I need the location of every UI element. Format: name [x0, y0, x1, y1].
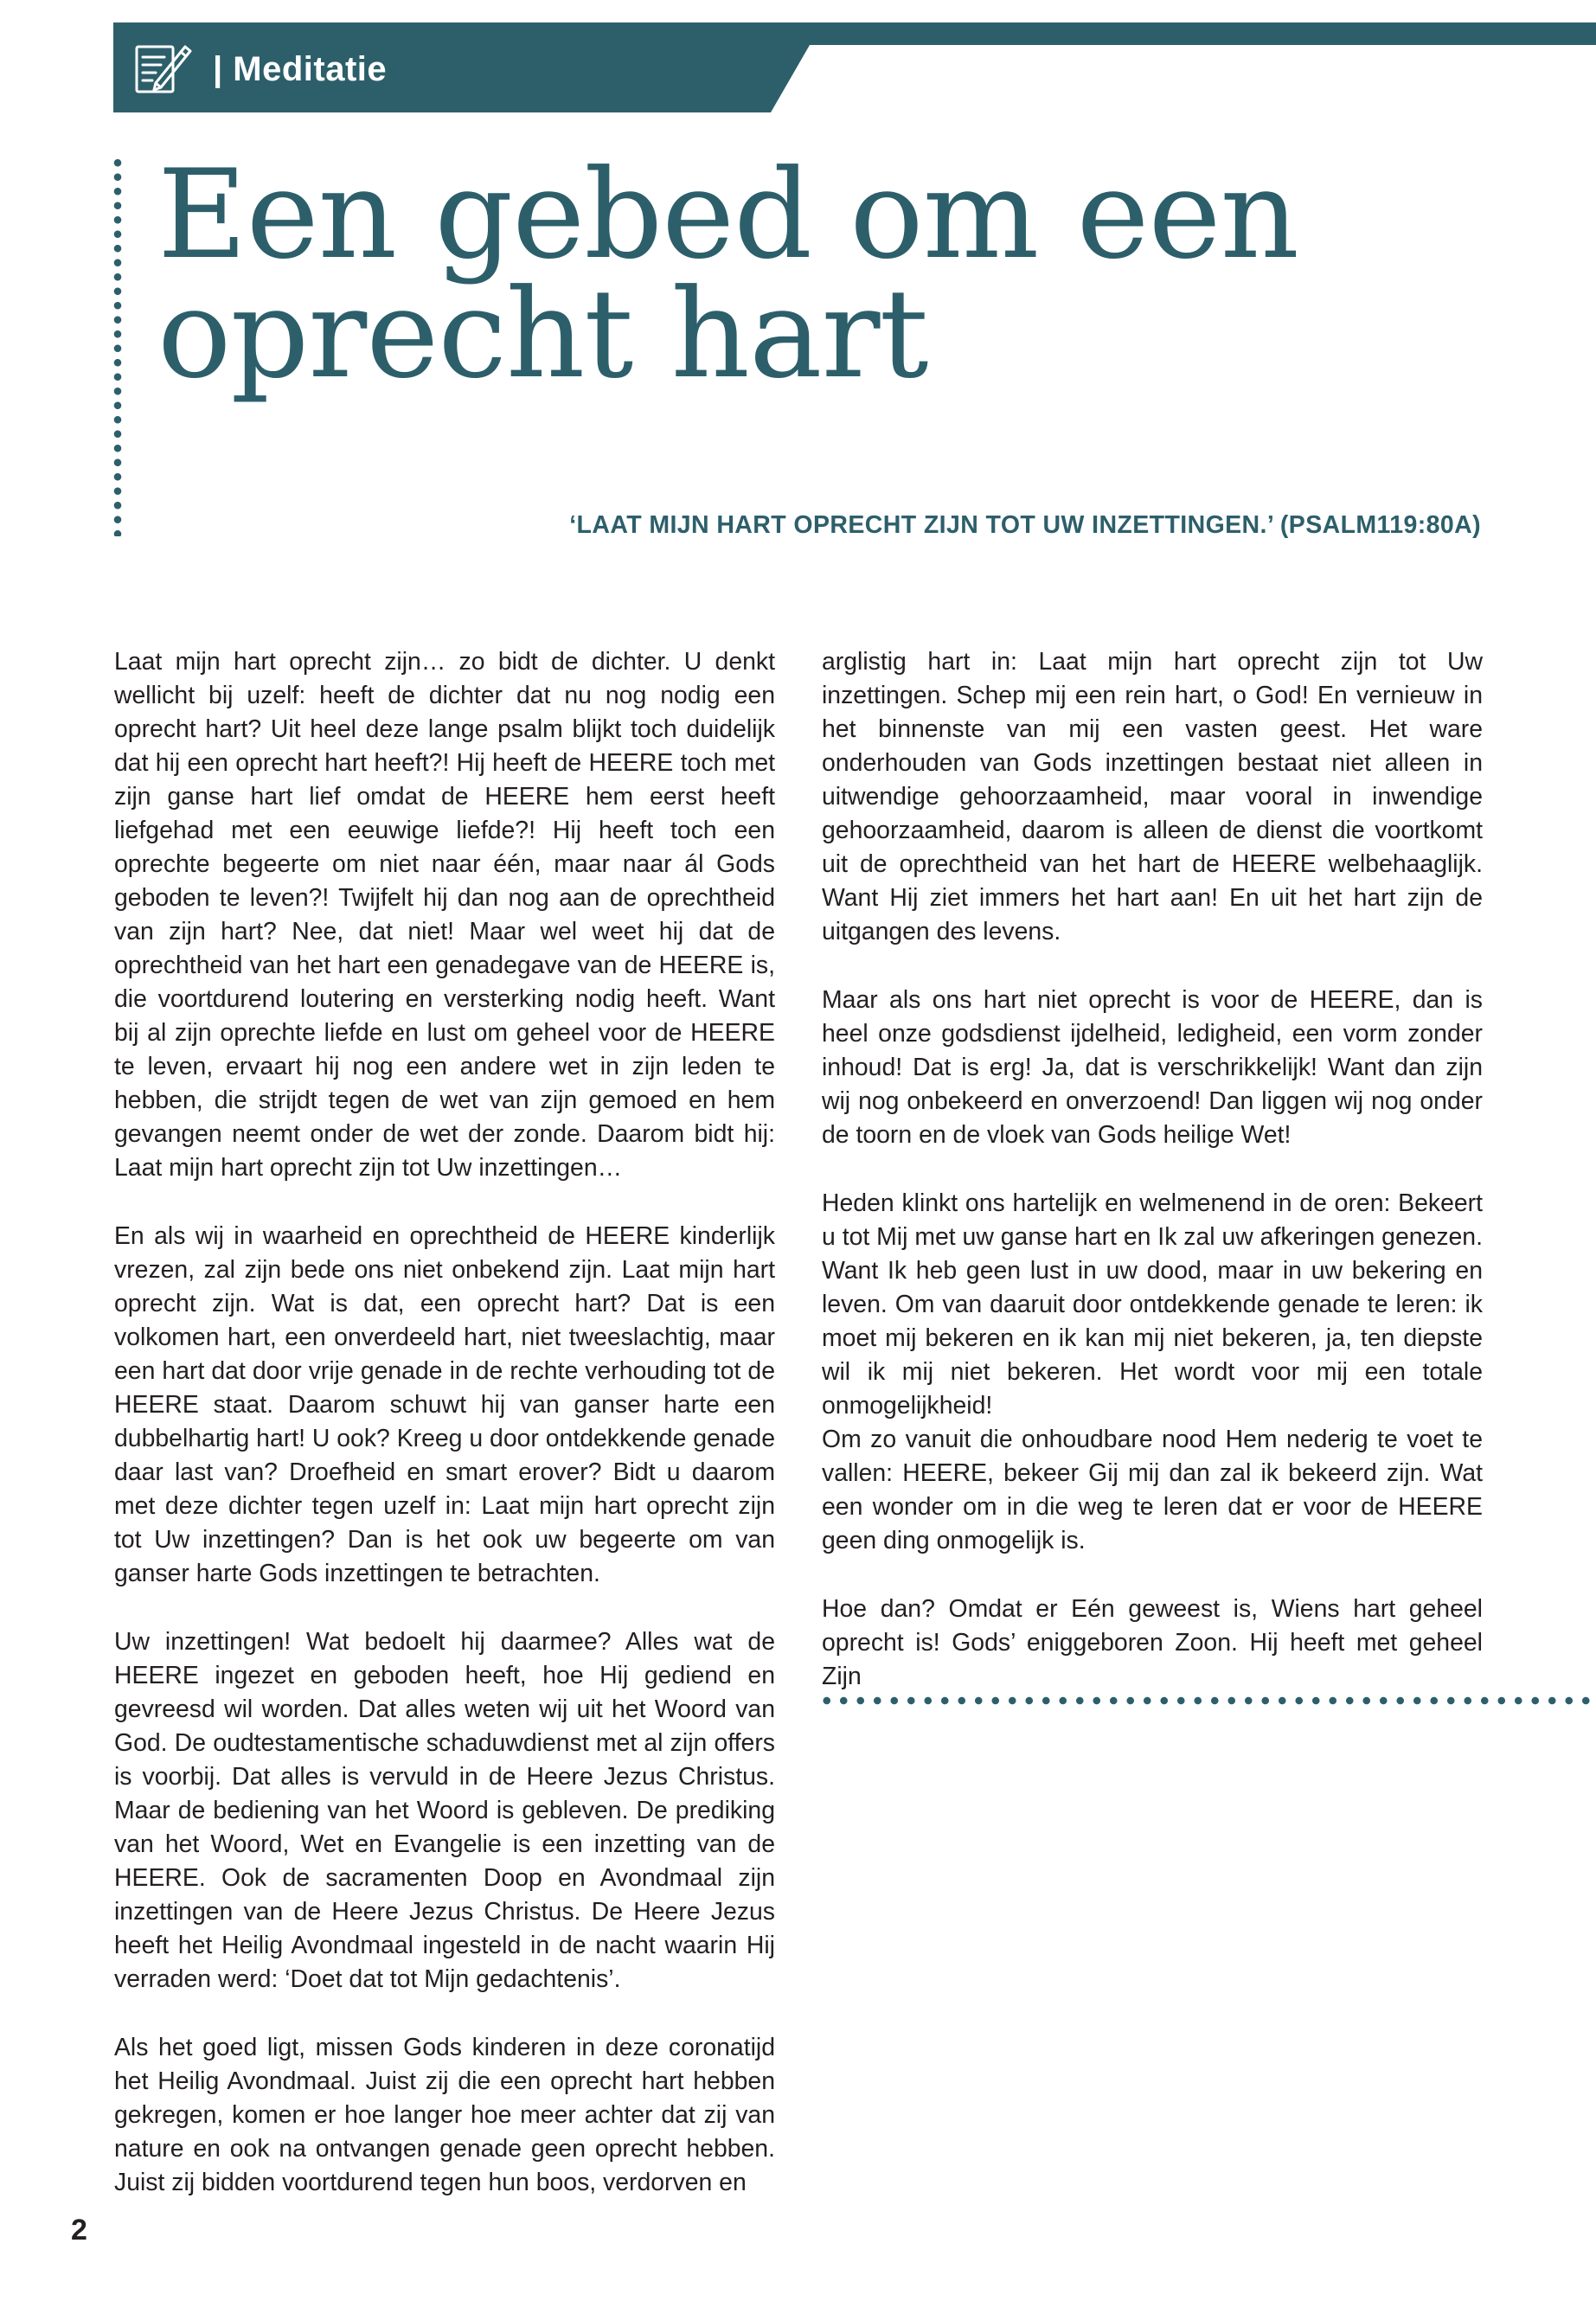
paragraph: Heden klinkt ons hartelijk en welmenend in de oren: Bekeert u tot Mij met uw ganse hart en Ik zal uw afkeringen genezen. Want Ik heb geen lust in uw dood, maar in uw bekering en leven. Om van daaruit door ontdekkende genade te leren: ik moet mij bekeren en ik kan mij niet bekeren, ja, ten diepste wil ik mij niet bekeren. Het wordt voor mij een totale onmogelijkheid! [822, 1189, 1483, 1420]
dotted-divider-vertical [113, 156, 122, 536]
paragraph: Maar als ons hart niet oprecht is voor de HEERE, dan is heel onze godsdienst ijdelheid, ledigheid, een vorm zonder inhoud! Dat is erg! Ja, dat is verschrikkelijk! Want dan zijn wij nog onbekeerd en onverzoend! Dan liggen wij nog onder de toorn en de vloek van Gods heilige Wet! [822, 986, 1483, 1149]
paragraph: Om zo vanuit die onhoudbare nood Hem nederig te voet te vallen: HEERE, bekeer Gij mij dan zal ik bekeerd zijn. Wat een wonder om in die weg te leren dat er voor de HEERE geen ding onmogelijk is. [822, 1426, 1483, 1554]
paragraph: Hoe dan? Omdat er Eén geweest is, Wiens hart geheel oprecht is! Gods’ eniggeboren Zoon. Hij heeft met geheel Zijn [822, 1595, 1483, 1690]
paragraph: Uw inzettingen! Wat bedoelt hij daarmee? Alles wat de HEERE ingezet en geboden heeft, hoe Hij gediend en gevreesd wil worden. Dat alles weten wij uit het Woord van God. De oudtestamentische schaduwdienst met al zijn offers is voorbij. Dat alles is vervuld in de Heere Jezus Christus. Maar de bediening van het Woord is gebleven. De prediking van het Woord, Wet en Evangelie is een inzetting van de HEERE. Ook de sacramenten Doop en Avondmaal zijn inzettingen van de Heere Jezus Christus. De Heere Jezus heeft het Heilig Avondmaal ingesteld in de nacht waarin Hij verraden werd: ‘Doet dat tot Mijn gedachtenis’. [114, 1628, 775, 1993]
section-label: | Meditatie [213, 50, 388, 88]
writing-pen-icon [130, 35, 195, 100]
page-title [157, 144, 1368, 406]
paragraph: En als wij in waarheid en oprechtheid de HEERE kinderlijk vrezen, zal zijn bede ons niet onbekend zijn. Laat mijn hart oprecht zijn. Wat is dat, een oprecht hart? Dat is een volkomen hart, een onverdeeld hart, niet tweeslachtig, maar een hart dat door vrije genade in de rechte verhouding tot de HEERE staat. Daarom schuwt hij van ganser harte een dubbelhartig hart! U ook? Kreeg u door ontdekkende genade daar last van? Droefheid en smart erover? Bidt u daarom met deze dichter tegen uzelf in: Laat mijn hart oprecht zijn tot Uw inzettingen? Dan is het ook uw begeerte om van ganser harte Gods inzettingen te betrachten. [114, 1222, 775, 1587]
paragraph: arglistig hart in: Laat mijn hart oprecht zijn tot Uw inzettingen. Schep mij een rein hart, o God! En vernieuw in het binnenste van mij een vasten geest. Het ware onderhouden van Gods inzettingen bestaat niet alleen in uitwendige gehoorzaamheid, maar vooral in inwendige gehoorzaamheid, daarom is alleen de dienst die voortkomt uit de oprechtheid van het hart de HEERE welbehaaglijk. Want Hij ziet immers het hart aan! En uit het hart zijn de uitgangen des levens. [822, 648, 1483, 945]
paragraph: Als het goed ligt, missen Gods kinderen in deze coronatijd het Heilig Avondmaal. Juist zij die een oprecht hart hebben gekregen, komen er hoe langer hoe meer achter dat zij van nature en ook na ontvangen genade geen oprecht hebben. Juist zij bidden voortdurend tegen hun boos, verdorven en [114, 2034, 775, 2196]
epigraph: ‘LAAT MIJN HART OPRECHT ZIJN TOT UW INZETTINGEN.’ (PSALM119:80A) [569, 511, 1481, 539]
page-number: 2 [71, 2214, 87, 2247]
title-line-2: oprecht hart [157, 263, 928, 406]
body-column-right [822, 645, 1483, 1694]
header-accent-bar [761, 22, 1596, 45]
title-line-1: Een gebed om een [157, 144, 1298, 286]
dotted-divider-horizontal [818, 1695, 1596, 1706]
body-column-left [114, 645, 775, 2200]
paragraph: Laat mijn hart oprecht zijn… zo bidt de dichter. U denkt wellicht bij uzelf: heeft de dichter dat nu nog nodig een oprecht hart? Uit heel deze lange psalm blijkt toch duidelijk dat hij een oprecht hart heeft?! Hij heeft de HEERE toch met zijn ganse hart lief omdat de HEERE hem eerst heeft liefgehad met een eeuwige liefde?! Hij heeft toch een oprechte begeerte om niet naar één, maar naar ál Gods geboden te leven?! Twijfelt hij dan nog aan de oprechtheid van zijn hart? Nee, dat niet! Maar wel weet hij dat de oprechtheid van het hart een genadegave van de HEERE is, die voortdurend loutering en versterking nodig heeft. Want bij al zijn oprechte liefde en lust om geheel voor de HEERE te leven, ervaart hij nog een andere wet in zijn leden te hebben, die strijdt tegen de wet van zijn gemoed en hem gevangen neemt onder de wet der zonde. Daarom bidt hij: Laat mijn hart oprecht zijn tot Uw inzettingen… [114, 648, 775, 1182]
